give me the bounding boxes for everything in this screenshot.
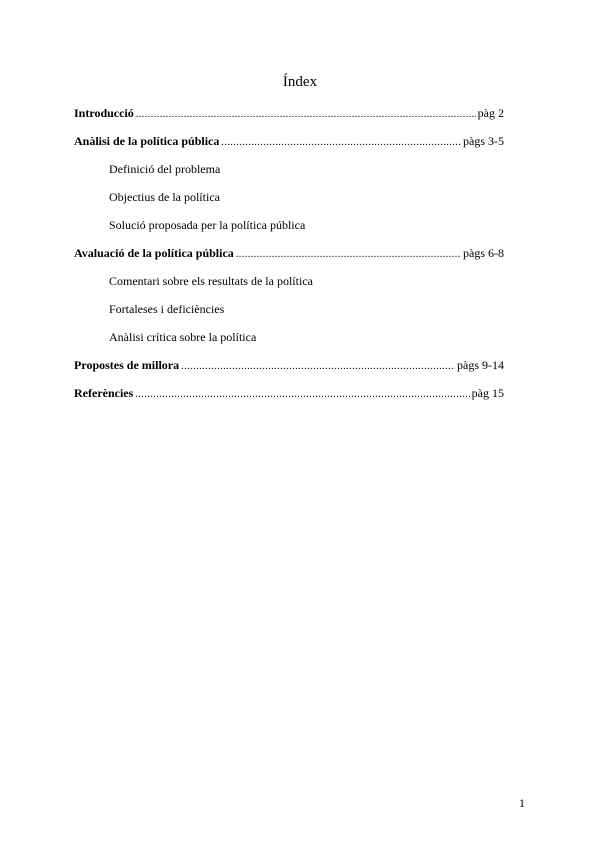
toc-entry-label: Avaluació de la política pública — [74, 246, 234, 260]
toc-entry-page: pàg 2 — [477, 106, 504, 120]
document-title: Índex — [282, 74, 318, 90]
dot-leader — [181, 361, 455, 372]
toc-subitem: Anàlisi crítica sobre la política — [109, 330, 257, 344]
page-number: 1 — [519, 796, 525, 810]
toc-subitem: Definició del problema — [109, 162, 221, 176]
toc-entry-referencies — [74, 386, 504, 414]
toc-entry-avaluacio — [74, 246, 504, 274]
toc-subitem: Fortaleses i deficiències — [109, 302, 225, 316]
toc-subitem: Comentari sobre els resultats de la política — [109, 274, 313, 288]
toc-entry-label: Anàlisi de la política pública — [74, 134, 220, 148]
toc-entry-page: pàgs 6-8 — [463, 246, 504, 260]
dot-leader — [135, 389, 469, 400]
dot-leader — [136, 109, 476, 120]
toc-entry-propostes — [74, 358, 504, 386]
dot-leader — [236, 249, 461, 260]
toc-subitem: Objectius de la política — [109, 190, 220, 204]
toc-entry-page: pàg 15 — [471, 386, 504, 400]
dot-leader — [221, 137, 461, 148]
toc-entry-analisi — [74, 134, 504, 162]
toc-entry-label: Propostes de millora — [74, 358, 180, 372]
toc-entry-label: Referències — [74, 386, 134, 400]
toc-entry-page: pàgs 3-5 — [463, 134, 504, 148]
toc-subitem: Solució proposada per la política pública — [109, 218, 306, 232]
toc-entry-label: Introducció — [74, 106, 134, 120]
toc-entry-page: pàgs 9-14 — [457, 358, 504, 372]
toc-entry-introduccio — [74, 106, 504, 134]
table-of-contents — [74, 106, 504, 414]
